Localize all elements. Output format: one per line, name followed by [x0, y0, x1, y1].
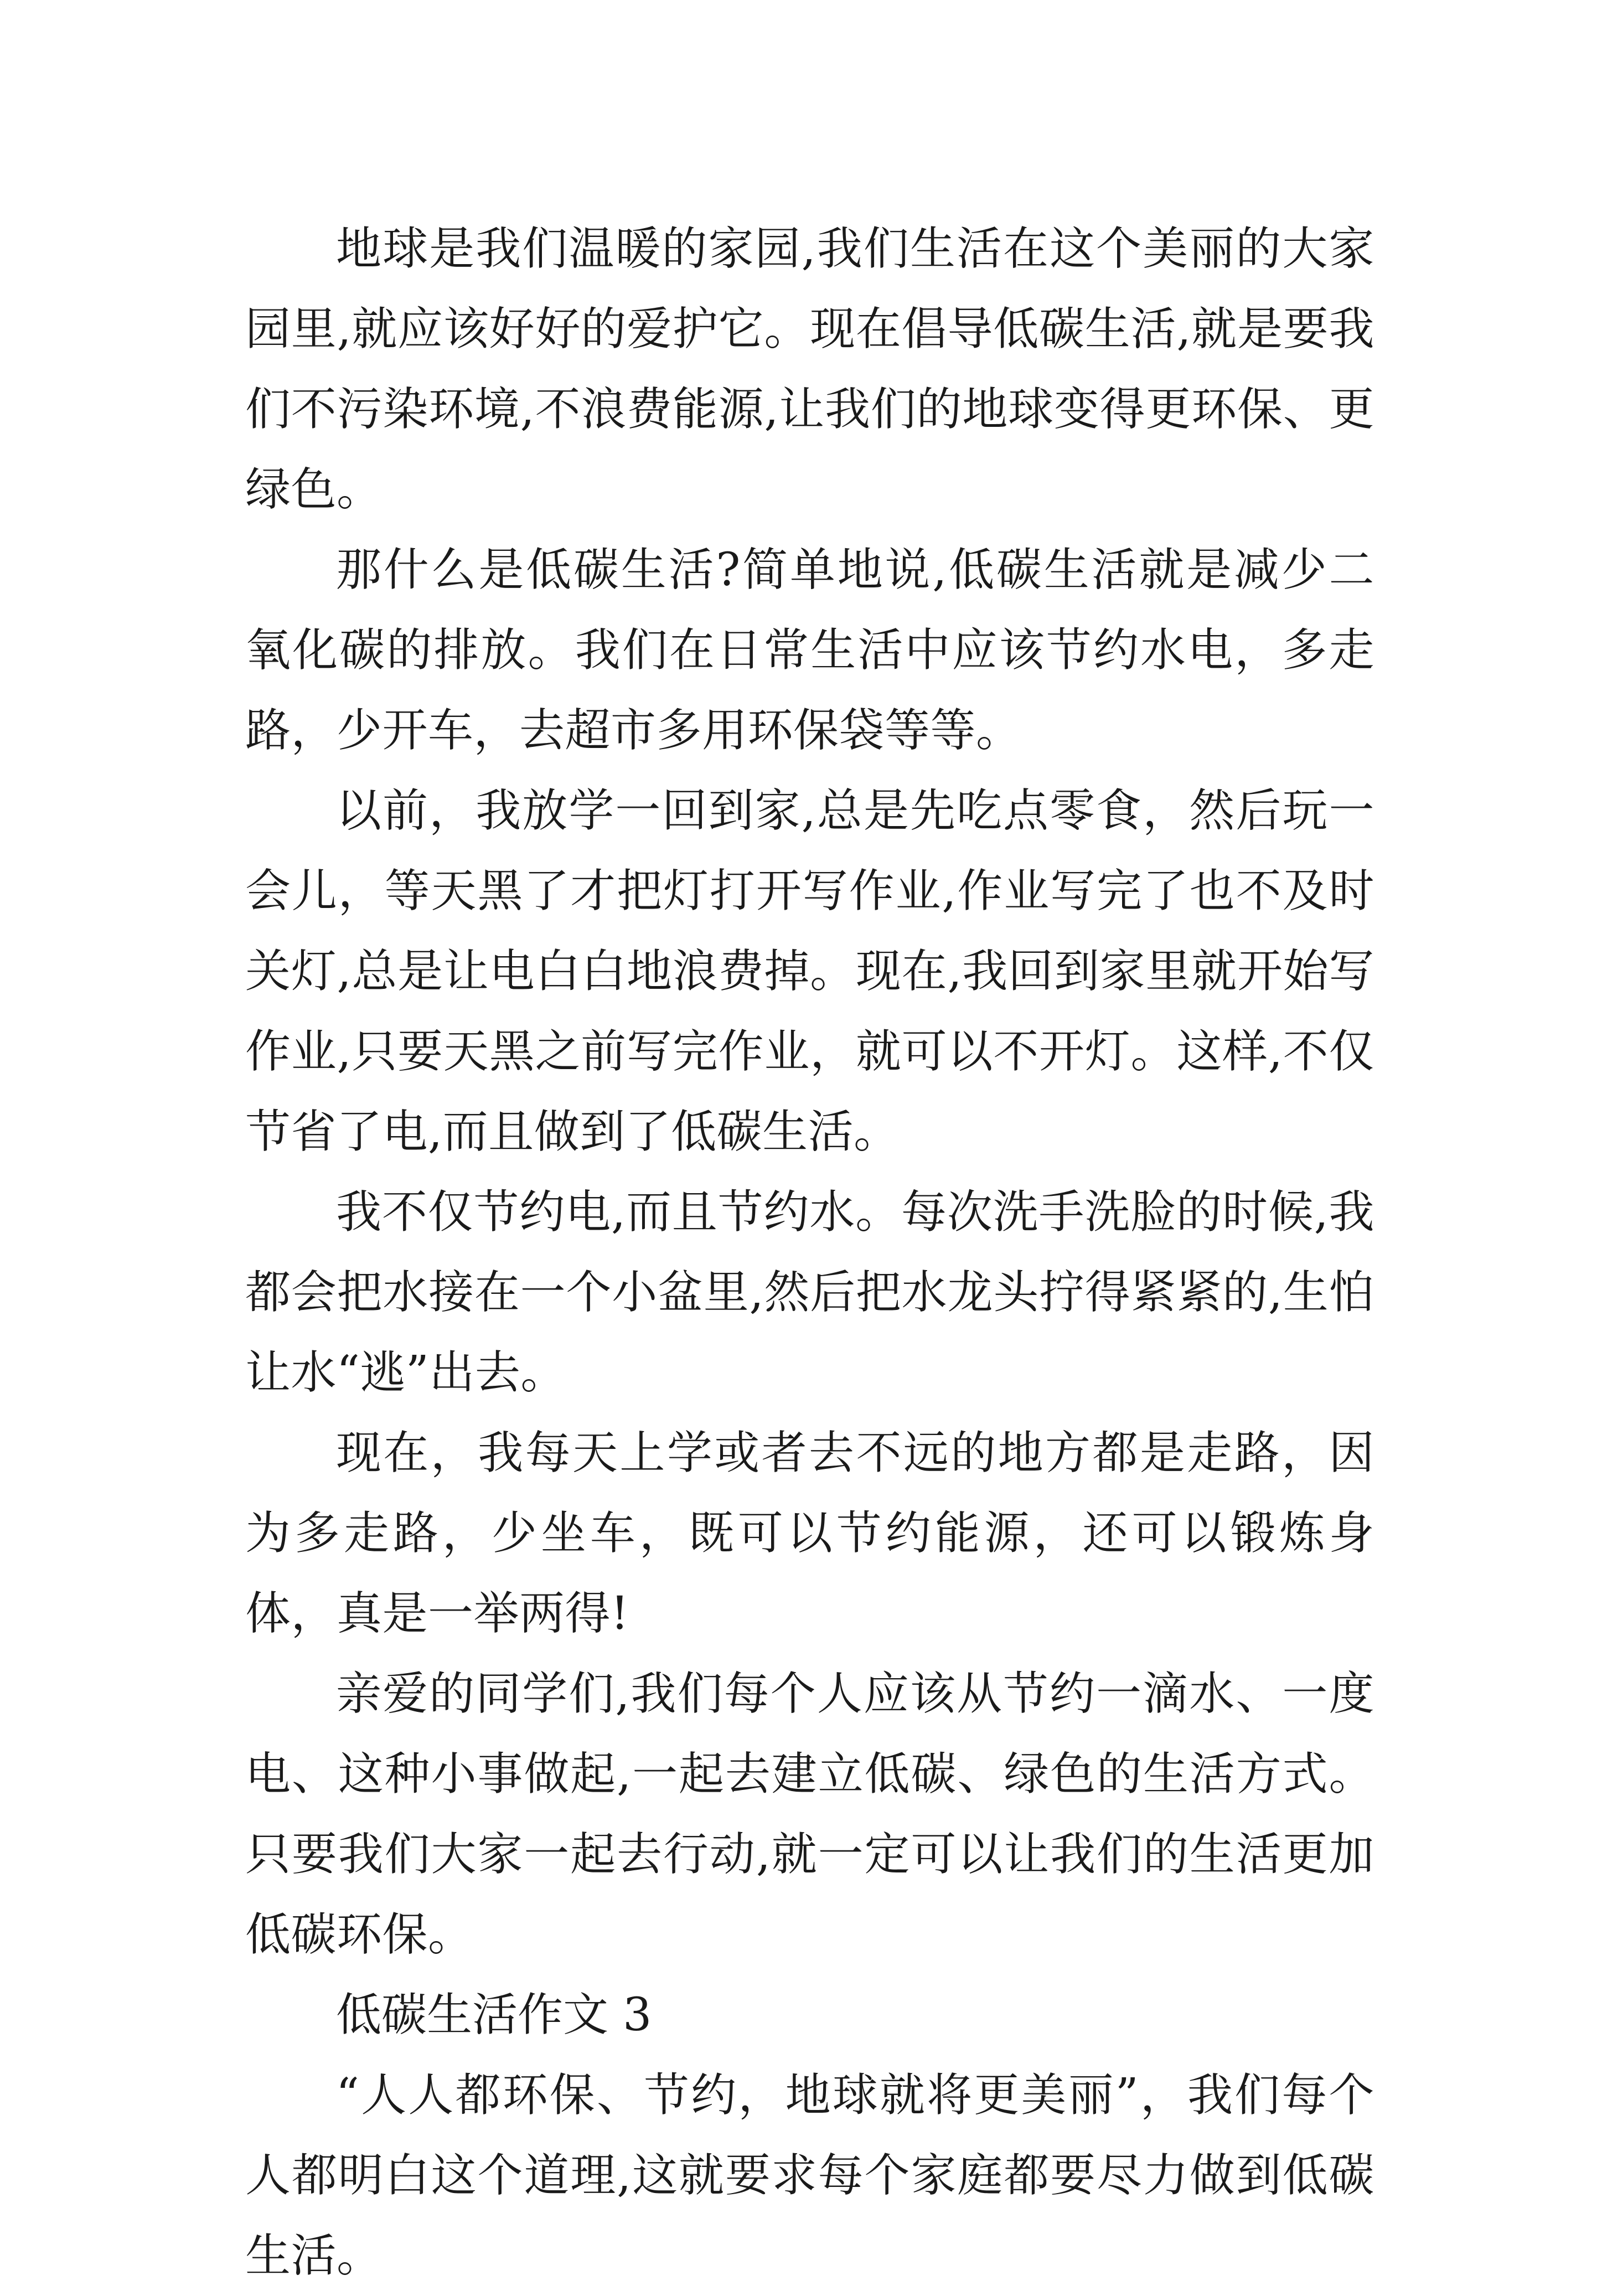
paragraph-walk-more: 现在，我每天上学或者去不远的地方都是走路，因为多走路，少坐车，既可以节约能源，还可以锻炼身体，真是一举两得! — [245, 1427, 1374, 1640]
section-heading: 低碳生活作文 3 — [336, 1989, 652, 2041]
paragraph-call-to-action: 亲爱的同学们,我们每个人应该从节约一滴水、一度电、这种小事做起,一起去建立低碳、绿色的生活方式。只要我们大家一起去行动,就一定可以让我们的生活更加低碳环保。 — [245, 1668, 1374, 1961]
paragraph-closing: “人人都环保、节约，地球就将更美丽”，我们每个人都明白这个道理,这就要求每个家庭都要尽力做到低碳生活。 — [245, 2069, 1374, 2282]
document-body — [245, 209, 1374, 2296]
paragraph-earth-home: 地球是我们温暖的家园,我们生活在这个美丽的大家园里,就应该好好的爱护它。现在倡导低碳生活,就是要我们不污染环境,不浪费能源,让我们的地球变得更环保、更绿色。 — [245, 223, 1374, 516]
paragraph-what-is-low-carbon: 那什么是低碳生活?简单地说,低碳生活就是减少二氧化碳的排放。我们在日常生活中应该节约水电，多走路，少开车，去超市多用环保袋等等。 — [245, 544, 1374, 757]
paragraph-save-electricity: 以前，我放学一回到家,总是先吃点零食，然后玩一会儿，等天黑了才把灯打开写作业,作业写完了也不及时关灯,总是让电白白地浪费掉。现在,我回到家里就开始写作业,只要天黑之前写完作业，就可以不开灯。这样,不仅节省了电,而且做到了低碳生活。 — [245, 785, 1374, 1158]
paragraph-save-water: 我不仅节约电,而且节约水。每次洗手洗脸的时候,我都会把水接在一个小盆里,然后把水龙头拧得紧紧的,生怕让水“逃”出去。 — [245, 1186, 1374, 1399]
